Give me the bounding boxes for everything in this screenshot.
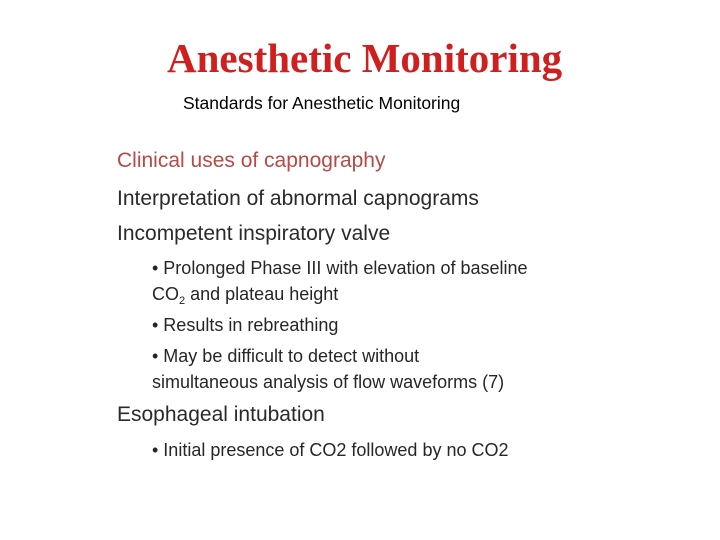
heading-incompetent-valve: Incompetent inspiratory valve [117, 222, 391, 245]
heading-clinical-uses: Clinical uses of capnography [117, 149, 386, 172]
heading-esophageal-intubation: Esophageal intubation [117, 403, 325, 426]
co2-suffix: and plateau height [185, 284, 339, 304]
bullet-rebreathing: • Results in rebreathing [152, 315, 339, 335]
heading-interpretation: Interpretation of abnormal capnograms [117, 187, 479, 210]
bullet-difficult-detect-line2: simultaneous analysis of flow waveforms (7) [152, 372, 505, 392]
co2-subscript: 2 [179, 295, 186, 307]
slide-title: Anesthetic Monitoring [167, 35, 563, 81]
bullet-initial-co2: • Initial presence of CO2 followed by no CO2 [152, 440, 509, 460]
bullet-prolonged-phase-line2 [152, 281, 338, 307]
slide-subtitle: Standards for Anesthetic Monitoring [183, 93, 461, 113]
bullet-difficult-detect-line1: • May be difficult to detect without [152, 346, 420, 366]
co2-prefix: CO [152, 284, 179, 304]
bullet-prolonged-phase-line1: • Prolonged Phase III with elevation of baseline [152, 258, 528, 278]
